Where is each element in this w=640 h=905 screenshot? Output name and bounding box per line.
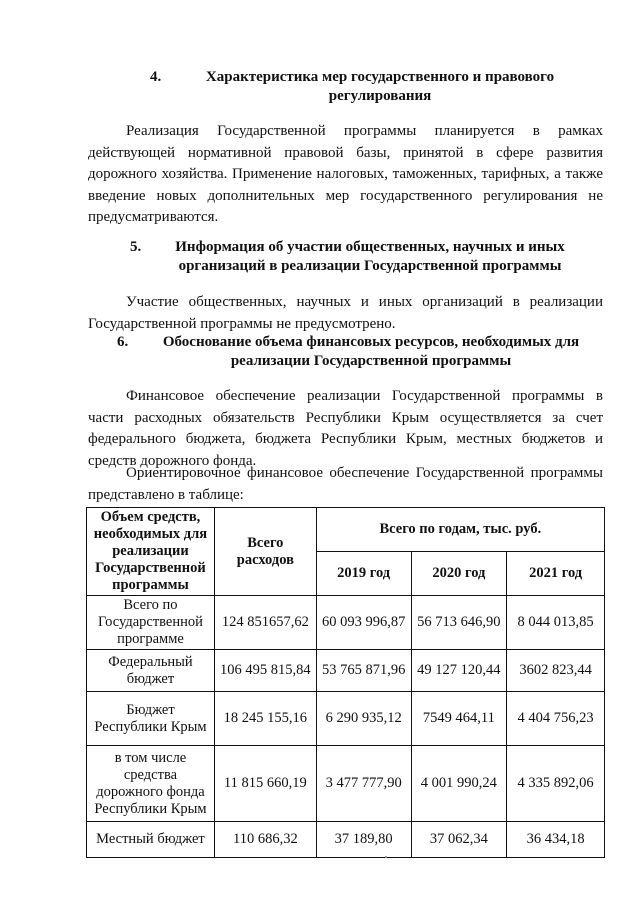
row-label: Бюджет Республики Крым [87, 692, 215, 746]
header-funds-volume: Объем средств, необходимых для реализации Государственной программы [87, 508, 215, 596]
financing-table [86, 507, 605, 858]
section-5-title-line1: Информация об участии общественных, научных и иных [175, 239, 565, 255]
section-4-heading [150, 68, 570, 106]
row-total: 18 245 155,16 [214, 692, 316, 746]
row-2020: 56 713 646,90 [411, 596, 507, 650]
row-2019: 53 765 871,96 [316, 650, 411, 692]
row-label: Местный бюджет [87, 822, 215, 858]
section-5-paragraph: Участие общественных, научных и иных организаций в реализации Государственной программы не предусмотрено. [88, 294, 603, 332]
section-6-paragraph-1: Финансовое обеспечение реализации Государственной программы в части расходных обязательств Республики Крым осуществляется за счет федерального бюджета, бюджета Республики Крым, местных бюджетов и средств дорожного фонда. [88, 388, 603, 469]
section-4-title-line1: Характеристика мер государственного и правового [205, 69, 555, 85]
row-2021: 4 335 892,06 [507, 746, 605, 822]
row-2020: 37 062,34 [411, 822, 507, 858]
section-6-number: 6. [117, 334, 129, 350]
row-total: 11 815 660,19 [214, 746, 316, 822]
table-row [87, 596, 605, 650]
section-6-title-line1: Обоснование объема финансовых ресурсов, необходимых для [162, 334, 580, 350]
section-4-paragraph: Реализация Государственной программы планируется в рамках действующей нормативной правовой базы, принятой в сфере развития дорожного хозяйства. Применение налоговых, таможенных, тарифных, а также введение новых дополнительных мер государственного регулирования не предусматриваются. [88, 123, 603, 225]
row-2021: 8 044 013,85 [507, 596, 605, 650]
header-total-expenses: Всего расходов [214, 508, 316, 596]
scan-speck [385, 856, 387, 858]
table-row [87, 746, 605, 822]
table-row [87, 822, 605, 858]
row-2019: 37 189,80 [316, 822, 411, 858]
row-2019: 3 477 777,90 [316, 746, 411, 822]
row-label: в том числе средства дорожного фонда Республики Крым [87, 746, 215, 822]
row-2021: 36 434,18 [507, 822, 605, 858]
row-2019: 6 290 935,12 [316, 692, 411, 746]
row-total: 110 686,32 [214, 822, 316, 858]
section-5-title-line2: организаций в реализации Государственной программы [178, 258, 562, 274]
header-by-years: Всего по годам, тыс. руб. [316, 508, 604, 552]
section-4-title-line2: регулирования [328, 88, 432, 104]
table-row [87, 650, 605, 692]
table-row [87, 692, 605, 746]
header-year-2019: 2019 год [316, 552, 411, 596]
header-year-2021: 2021 год [507, 552, 605, 596]
row-2021: 3602 823,44 [507, 650, 605, 692]
row-2019: 60 093 996,87 [316, 596, 411, 650]
row-total: 106 495 815,84 [214, 650, 316, 692]
row-2020: 7549 464,11 [411, 692, 507, 746]
row-2020: 4 001 990,24 [411, 746, 507, 822]
section-4-number: 4. [150, 69, 162, 85]
section-5-number: 5. [130, 239, 142, 255]
section-6-paragraph-2: Ориентировочное финансовое обеспечение Государственной программы представлено в таблице: [88, 465, 603, 503]
section-6-heading [117, 333, 587, 371]
row-2020: 49 127 120,44 [411, 650, 507, 692]
row-label: Всего по Государственной программе [87, 596, 215, 650]
header-year-2020: 2020 год [411, 552, 507, 596]
row-label: Федеральный бюджет [87, 650, 215, 692]
section-6-title-line2: реализации Государственной программы [230, 353, 512, 369]
section-5-heading [130, 238, 570, 276]
row-2021: 4 404 756,23 [507, 692, 605, 746]
row-total: 124 851657,62 [214, 596, 316, 650]
